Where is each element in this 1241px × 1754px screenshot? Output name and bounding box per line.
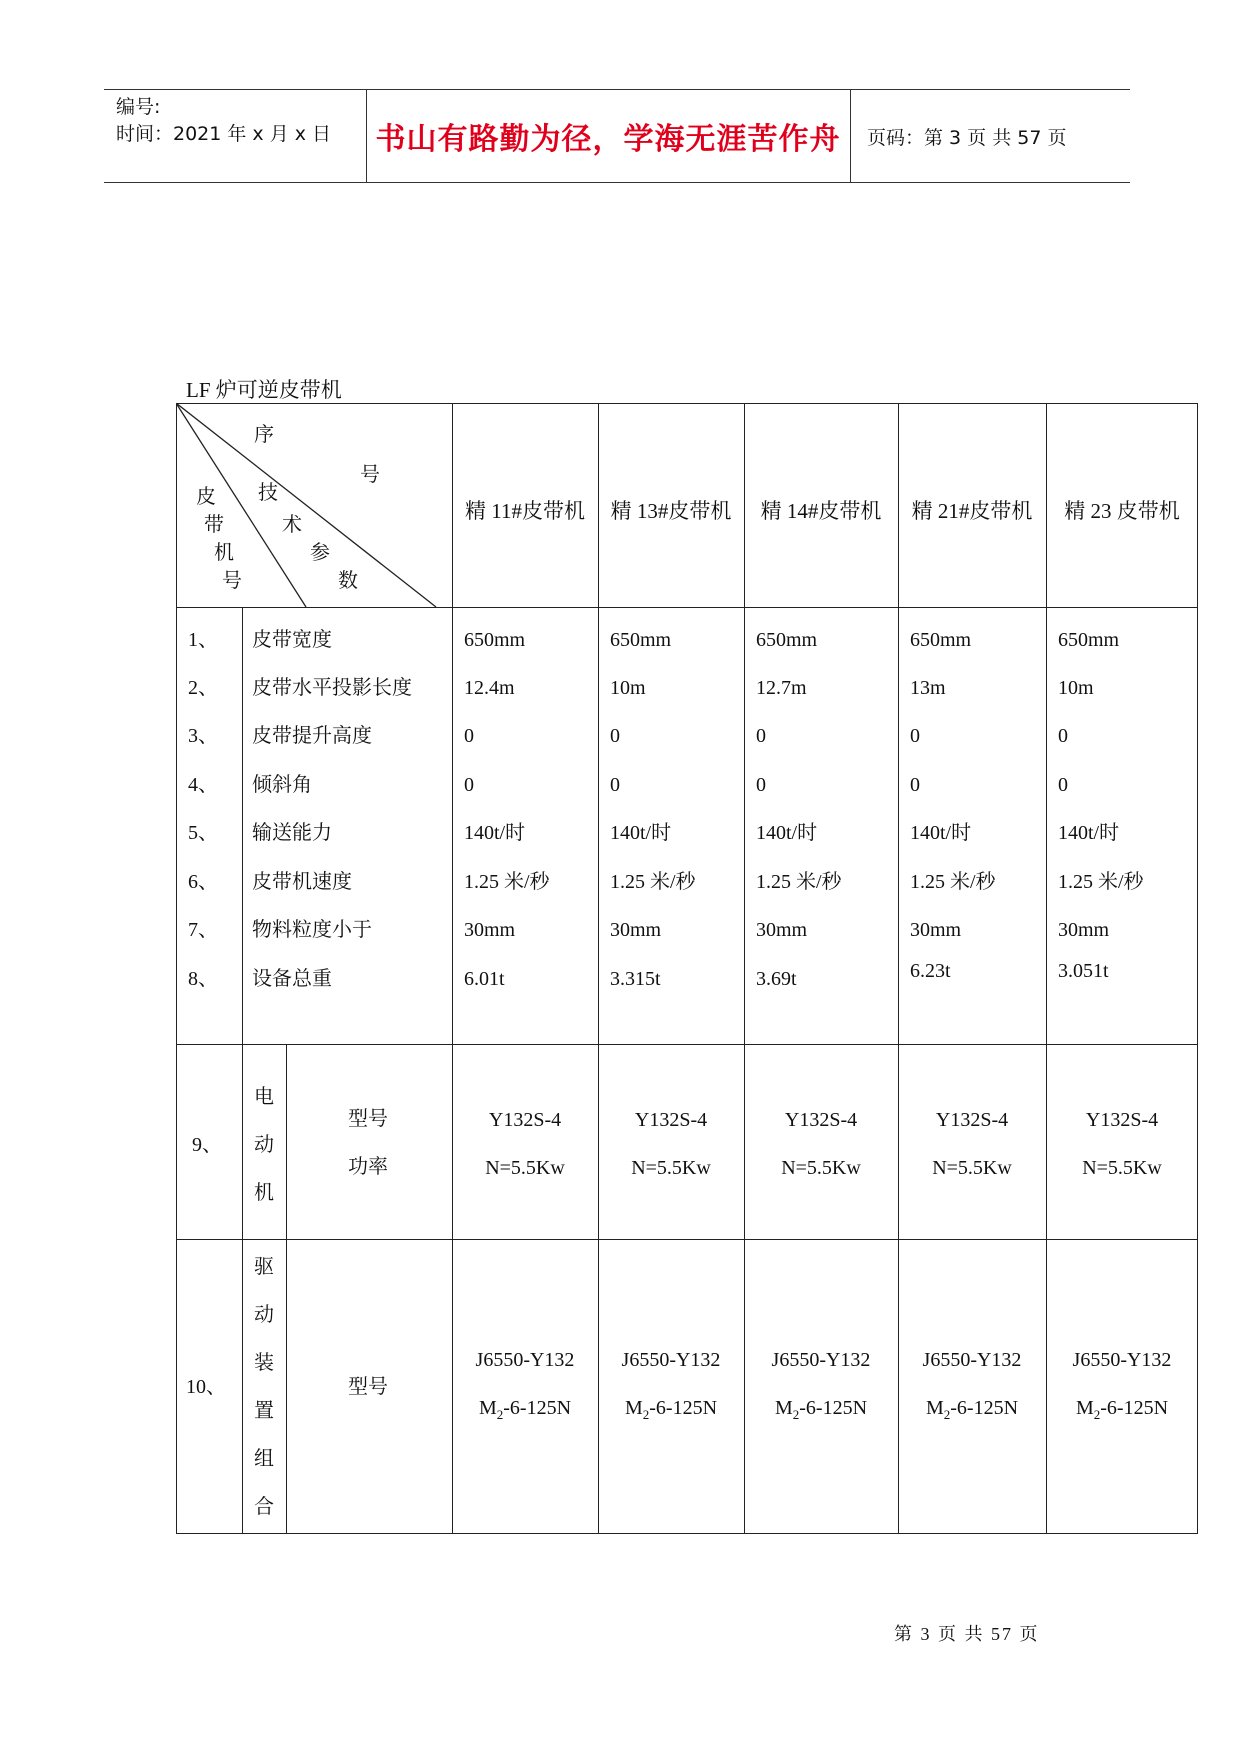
row-number: 5、 [188, 822, 218, 844]
drive-spec-value: $M_2-6-125N$ [1075, 1397, 1169, 1422]
motor-power-value: N=5.5Kw [781, 1157, 861, 1179]
row-number: 7、 [188, 919, 218, 941]
row-value-cell: 0 [610, 725, 620, 747]
row-value-cell: 6.23t [910, 960, 951, 982]
row-value-cell: 0 [756, 725, 766, 747]
drive-group-char: 合 [254, 1496, 274, 1518]
row-value-cell: 1.25 米/秒 [464, 871, 550, 893]
row-value-cell: 0 [910, 725, 920, 747]
drive-model-label: 型号 [348, 1376, 388, 1398]
motor-model-value: Y132S-4 [488, 1109, 562, 1131]
row-param-label: 皮带提升高度 [252, 725, 372, 747]
motor-group-char: 机 [254, 1182, 274, 1204]
page-info: 页码：第 3 页 共 57 页 [867, 127, 1067, 149]
row-value-cell: 0 [910, 774, 920, 796]
drive-group-char: 动 [254, 1304, 274, 1326]
row-value-cell: 30mm [756, 919, 808, 941]
motto: 书山有路勤为径，学海无涯苦作舟 [375, 122, 841, 157]
row-value-cell: 140t/时 [610, 822, 672, 844]
diag-shu2: 数 [338, 570, 358, 592]
row-value-cell: 3.051t [1058, 960, 1109, 982]
motor-power-value: N=5.5Kw [485, 1157, 565, 1179]
row-value-cell: 3.315t [610, 968, 661, 990]
row-param-label: 皮带水平投影长度 [252, 677, 412, 699]
time-label: 时间：2021 年 x 月 x 日 [116, 123, 332, 145]
drive-model-value: J6550-Y132 [771, 1349, 871, 1371]
row-value-cell: 650mm [756, 629, 818, 651]
diagonal-lines [176, 403, 453, 608]
header-page-cell [851, 90, 1130, 182]
motor-model-value: Y132S-4 [784, 1109, 858, 1131]
diag-dai: 带 [204, 514, 224, 536]
row-value-cell: 0 [756, 774, 766, 796]
divider-row8 [176, 1044, 1198, 1045]
motor-model-value: Y132S-4 [935, 1109, 1009, 1131]
motor-power-label: 功率 [348, 1156, 388, 1178]
motor-group-char: 电 [254, 1086, 274, 1108]
row-value-cell: 0 [464, 725, 474, 747]
row-value-cell: 140t/时 [1058, 822, 1120, 844]
row-param-label: 输送能力 [252, 822, 332, 844]
row-number: 6、 [188, 871, 218, 893]
row-value-cell: 30mm [1058, 919, 1110, 941]
motor-power-value: N=5.5Kw [1082, 1157, 1162, 1179]
drive-group-char: 装 [254, 1352, 274, 1374]
row-value-cell: 0 [610, 774, 620, 796]
diag-hao: 号 [360, 464, 380, 486]
drive-model-value: J6550-Y132 [621, 1349, 721, 1371]
row-value-cell: 3.69t [756, 968, 797, 990]
row-value-cell: 140t/时 [910, 822, 972, 844]
drive-spec-value: $M_2-6-125N$ [925, 1397, 1019, 1422]
row-value-cell: 10m [1058, 677, 1094, 699]
row-number: 4、 [188, 774, 218, 796]
row-param-label: 物料粒度小于 [252, 919, 372, 941]
row-value-cell: 30mm [910, 919, 962, 941]
drive-group-char: 组 [254, 1448, 274, 1470]
motor-group-char: 动 [254, 1134, 274, 1156]
diag-shu: 术 [282, 514, 302, 536]
diag-jiz: 机 [214, 542, 234, 564]
spec-table [176, 403, 1198, 1533]
row-value-cell: 650mm [464, 629, 526, 651]
row-number: 2、 [188, 677, 218, 699]
row-value-cell: 10m [610, 677, 646, 699]
drive-model-value: J6550-Y132 [1072, 1349, 1172, 1371]
drive-model-value: J6550-Y132 [922, 1349, 1022, 1371]
divider-row9 [176, 1239, 1198, 1240]
row-value-cell: 650mm [1058, 629, 1120, 651]
row-value-cell: 140t/时 [464, 822, 526, 844]
col-header-3: 精 14#皮带机 [760, 499, 882, 523]
motor-power-value: N=5.5Kw [631, 1157, 711, 1179]
col-header-5: 精 23 皮带机 [1064, 499, 1180, 523]
row-number: 3、 [188, 725, 218, 747]
col-header-4: 精 21#皮带机 [911, 499, 1033, 523]
row-value-cell: 0 [1058, 725, 1068, 747]
motor-model-value: Y132S-4 [634, 1109, 708, 1131]
header-motto-cell [366, 90, 851, 182]
row-number: 8、 [188, 968, 218, 990]
row-value-cell: 12.7m [756, 677, 807, 699]
diag-xu: 序 [254, 424, 274, 446]
row-param-label: 皮带宽度 [252, 629, 332, 651]
row-value-cell: 650mm [910, 629, 972, 651]
drive-spec-value: $M_2-6-125N$ [478, 1397, 572, 1422]
drive-model-value: J6550-Y132 [475, 1349, 575, 1371]
row-param-label: 倾斜角 [252, 774, 312, 796]
diag-hao2: 号 [222, 570, 242, 592]
row-number: 1、 [188, 629, 218, 651]
row-value-cell: 30mm [464, 919, 516, 941]
row-value-cell: 1.25 米/秒 [910, 871, 996, 893]
table-border-bottom [176, 1533, 1198, 1534]
row10-no: 10、 [186, 1376, 226, 1398]
row-value-cell: 1.25 米/秒 [1058, 871, 1144, 893]
diag-pi: 皮 [196, 486, 216, 508]
row-value-cell: 0 [1058, 774, 1068, 796]
row-param-label: 设备总重 [252, 968, 332, 990]
header-meta [104, 90, 367, 182]
row-value-cell: 650mm [610, 629, 672, 651]
drive-spec-value: $M_2-6-125N$ [774, 1397, 868, 1422]
diag-can: 参 [310, 542, 330, 564]
drive-group-char: 驱 [254, 1256, 274, 1278]
divider-group-col [286, 1044, 287, 1533]
row-param-label: 皮带机速度 [252, 871, 352, 893]
row-value-cell: 12.4m [464, 677, 515, 699]
row-value-cell: 6.01t [464, 968, 505, 990]
row-value-cell: 1.25 米/秒 [610, 871, 696, 893]
col-header-1: 精 11#皮带机 [465, 499, 585, 523]
motor-power-value: N=5.5Kw [932, 1157, 1012, 1179]
doc-number-label: 编号: [116, 96, 161, 118]
row-value-cell: 30mm [610, 919, 662, 941]
table-caption: LF 炉可逆皮带机 [186, 378, 342, 402]
row-value-cell: 13m [910, 677, 946, 699]
motor-model-value: Y132S-4 [1085, 1109, 1159, 1131]
row-value-cell: 0 [464, 774, 474, 796]
row-value-cell: 140t/时 [756, 822, 818, 844]
page-footer: 第 3 页 共 57 页 [894, 1624, 1040, 1644]
drive-group-char: 置 [254, 1400, 274, 1422]
col-header-2: 精 13#皮带机 [610, 499, 732, 523]
page-header [104, 89, 1130, 183]
diag-ji: 技 [258, 482, 278, 504]
divider-no-col [242, 607, 243, 1533]
motor-model-label: 型号 [348, 1108, 388, 1130]
row-value-cell: 1.25 米/秒 [756, 871, 842, 893]
drive-spec-value: $M_2-6-125N$ [624, 1397, 718, 1422]
row9-no: 9、 [192, 1134, 222, 1156]
